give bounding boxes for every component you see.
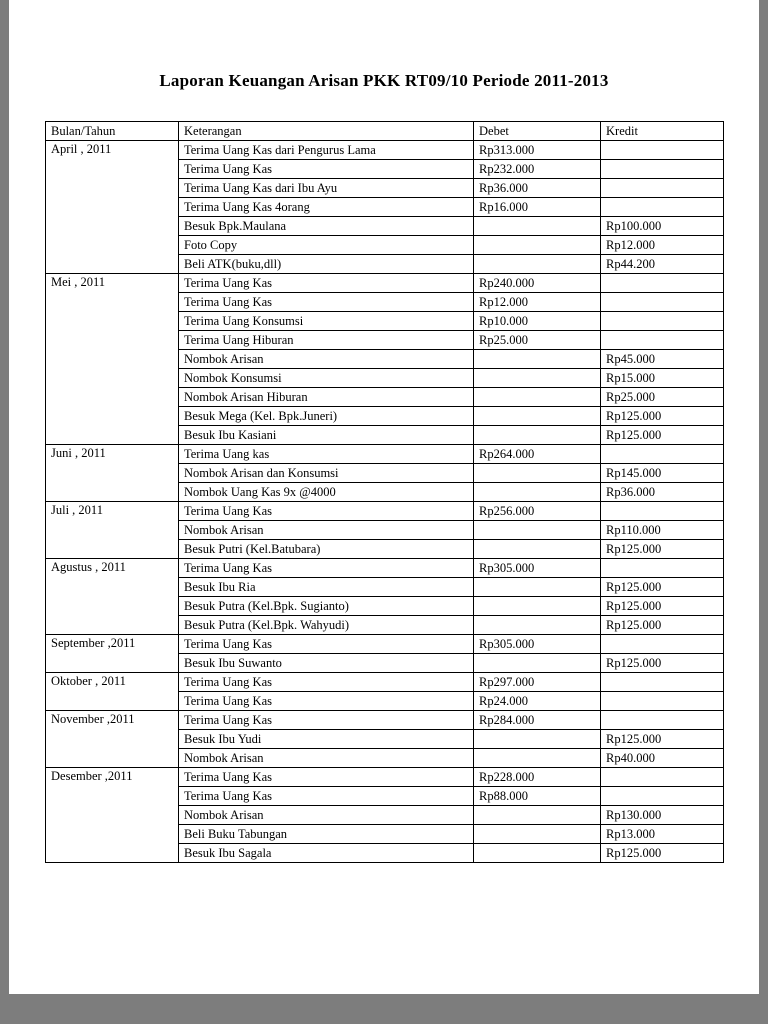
kredit-cell: Rp44.200 <box>601 255 724 274</box>
month-cell: Mei , 2011 <box>46 274 179 445</box>
kredit-cell: Rp100.000 <box>601 217 724 236</box>
kredit-cell: Rp125.000 <box>601 426 724 445</box>
keterangan-cell: Besuk Ibu Sagala <box>179 844 474 863</box>
debet-cell: Rp264.000 <box>474 445 601 464</box>
debet-cell <box>474 426 601 445</box>
col-header-kredit: Kredit <box>601 122 724 141</box>
kredit-cell <box>601 179 724 198</box>
debet-cell <box>474 578 601 597</box>
debet-cell <box>474 388 601 407</box>
table-row <box>46 141 724 160</box>
debet-cell <box>474 654 601 673</box>
table-row <box>46 673 724 692</box>
col-header-debet: Debet <box>474 122 601 141</box>
keterangan-cell: Nombok Arisan <box>179 521 474 540</box>
month-cell: Juli , 2011 <box>46 502 179 559</box>
table-row <box>46 711 724 730</box>
table-row <box>46 559 724 578</box>
table-row <box>46 635 724 654</box>
col-header-bulan-tahun: Bulan/Tahun <box>46 122 179 141</box>
keterangan-cell: Foto Copy <box>179 236 474 255</box>
keterangan-cell: Terima Uang Kas <box>179 502 474 521</box>
keterangan-cell: Terima Uang Konsumsi <box>179 312 474 331</box>
debet-cell: Rp16.000 <box>474 198 601 217</box>
col-header-keterangan: Keterangan <box>179 122 474 141</box>
debet-cell <box>474 464 601 483</box>
debet-cell: Rp88.000 <box>474 787 601 806</box>
keterangan-cell: Nombok Arisan <box>179 749 474 768</box>
kredit-cell: Rp125.000 <box>601 616 724 635</box>
kredit-cell: Rp125.000 <box>601 730 724 749</box>
kredit-cell <box>601 692 724 711</box>
keterangan-cell: Terima Uang Kas <box>179 293 474 312</box>
debet-cell: Rp240.000 <box>474 274 601 293</box>
kredit-cell <box>601 559 724 578</box>
kredit-cell <box>601 312 724 331</box>
table-row <box>46 502 724 521</box>
keterangan-cell: Besuk Putri (Kel.Batubara) <box>179 540 474 559</box>
table-row <box>46 445 724 464</box>
debet-cell <box>474 217 601 236</box>
keterangan-cell: Besuk Ibu Kasiani <box>179 426 474 445</box>
keterangan-cell: Terima Uang Kas <box>179 787 474 806</box>
keterangan-cell: Besuk Bpk.Maulana <box>179 217 474 236</box>
keterangan-cell: Terima Uang Kas <box>179 692 474 711</box>
keterangan-cell: Terima Uang Kas <box>179 274 474 293</box>
debet-cell <box>474 825 601 844</box>
keterangan-cell: Terima Uang Kas <box>179 635 474 654</box>
debet-cell <box>474 597 601 616</box>
table-row <box>46 768 724 787</box>
debet-cell <box>474 483 601 502</box>
month-cell: April , 2011 <box>46 141 179 274</box>
kredit-cell <box>601 502 724 521</box>
month-cell: Agustus , 2011 <box>46 559 179 635</box>
finance-table <box>45 121 724 863</box>
kredit-cell: Rp25.000 <box>601 388 724 407</box>
keterangan-cell: Besuk Mega (Kel. Bpk.Juneri) <box>179 407 474 426</box>
debet-cell <box>474 369 601 388</box>
debet-cell: Rp10.000 <box>474 312 601 331</box>
debet-cell <box>474 521 601 540</box>
keterangan-cell: Nombok Arisan Hiburan <box>179 388 474 407</box>
debet-cell <box>474 407 601 426</box>
debet-cell <box>474 616 601 635</box>
keterangan-cell: Nombok Konsumsi <box>179 369 474 388</box>
keterangan-cell: Besuk Putra (Kel.Bpk. Wahyudi) <box>179 616 474 635</box>
kredit-cell <box>601 141 724 160</box>
debet-cell: Rp297.000 <box>474 673 601 692</box>
kredit-cell <box>601 198 724 217</box>
kredit-cell: Rp125.000 <box>601 540 724 559</box>
table-header-row <box>46 122 724 141</box>
debet-cell: Rp24.000 <box>474 692 601 711</box>
month-cell: Oktober , 2011 <box>46 673 179 711</box>
kredit-cell: Rp130.000 <box>601 806 724 825</box>
debet-cell <box>474 806 601 825</box>
debet-cell <box>474 749 601 768</box>
keterangan-cell: Terima Uang kas <box>179 445 474 464</box>
month-cell: Desember ,2011 <box>46 768 179 863</box>
keterangan-cell: Nombok Uang Kas 9x @4000 <box>179 483 474 502</box>
keterangan-cell: Nombok Arisan dan Konsumsi <box>179 464 474 483</box>
kredit-cell <box>601 711 724 730</box>
kredit-cell <box>601 673 724 692</box>
kredit-cell: Rp45.000 <box>601 350 724 369</box>
kredit-cell <box>601 331 724 350</box>
keterangan-cell: Terima Uang Kas <box>179 160 474 179</box>
kredit-cell <box>601 445 724 464</box>
kredit-cell: Rp36.000 <box>601 483 724 502</box>
table-row <box>46 274 724 293</box>
debet-cell: Rp284.000 <box>474 711 601 730</box>
keterangan-cell: Terima Uang Kas 4orang <box>179 198 474 217</box>
debet-cell <box>474 255 601 274</box>
debet-cell <box>474 844 601 863</box>
keterangan-cell: Beli ATK(buku,dll) <box>179 255 474 274</box>
kredit-cell: Rp110.000 <box>601 521 724 540</box>
keterangan-cell: Terima Uang Kas <box>179 559 474 578</box>
page-title: Laporan Keuangan Arisan PKK RT09/10 Periode 2011-2013 <box>159 71 609 90</box>
kredit-cell <box>601 293 724 312</box>
keterangan-cell: Terima Uang Kas <box>179 673 474 692</box>
keterangan-cell: Besuk Ibu Suwanto <box>179 654 474 673</box>
keterangan-cell: Terima Uang Kas dari Pengurus Lama <box>179 141 474 160</box>
kredit-cell <box>601 787 724 806</box>
debet-cell: Rp232.000 <box>474 160 601 179</box>
month-cell: Juni , 2011 <box>46 445 179 502</box>
kredit-cell: Rp13.000 <box>601 825 724 844</box>
month-cell: September ,2011 <box>46 635 179 673</box>
document-page <box>9 0 759 994</box>
keterangan-cell: Besuk Ibu Ria <box>179 578 474 597</box>
kredit-cell: Rp125.000 <box>601 597 724 616</box>
keterangan-cell: Terima Uang Kas <box>179 768 474 787</box>
kredit-cell <box>601 160 724 179</box>
debet-cell <box>474 236 601 255</box>
kredit-cell <box>601 635 724 654</box>
debet-cell: Rp25.000 <box>474 331 601 350</box>
keterangan-cell: Nombok Arisan <box>179 806 474 825</box>
keterangan-cell: Terima Uang Kas <box>179 711 474 730</box>
kredit-cell: Rp145.000 <box>601 464 724 483</box>
kredit-cell: Rp125.000 <box>601 578 724 597</box>
keterangan-cell: Nombok Arisan <box>179 350 474 369</box>
kredit-cell: Rp125.000 <box>601 844 724 863</box>
kredit-cell: Rp15.000 <box>601 369 724 388</box>
kredit-cell <box>601 274 724 293</box>
kredit-cell: Rp125.000 <box>601 654 724 673</box>
debet-cell: Rp12.000 <box>474 293 601 312</box>
debet-cell: Rp305.000 <box>474 559 601 578</box>
keterangan-cell: Besuk Putra (Kel.Bpk. Sugianto) <box>179 597 474 616</box>
debet-cell <box>474 350 601 369</box>
keterangan-cell: Terima Uang Kas dari Ibu Ayu <box>179 179 474 198</box>
keterangan-cell: Besuk Ibu Yudi <box>179 730 474 749</box>
debet-cell <box>474 540 601 559</box>
debet-cell: Rp313.000 <box>474 141 601 160</box>
debet-cell <box>474 730 601 749</box>
debet-cell: Rp228.000 <box>474 768 601 787</box>
table-body <box>46 141 724 863</box>
kredit-cell: Rp40.000 <box>601 749 724 768</box>
kredit-cell: Rp125.000 <box>601 407 724 426</box>
debet-cell: Rp305.000 <box>474 635 601 654</box>
debet-cell: Rp36.000 <box>474 179 601 198</box>
keterangan-cell: Terima Uang Hiburan <box>179 331 474 350</box>
debet-cell: Rp256.000 <box>474 502 601 521</box>
month-cell: November ,2011 <box>46 711 179 768</box>
kredit-cell: Rp12.000 <box>601 236 724 255</box>
keterangan-cell: Beli Buku Tabungan <box>179 825 474 844</box>
kredit-cell <box>601 768 724 787</box>
